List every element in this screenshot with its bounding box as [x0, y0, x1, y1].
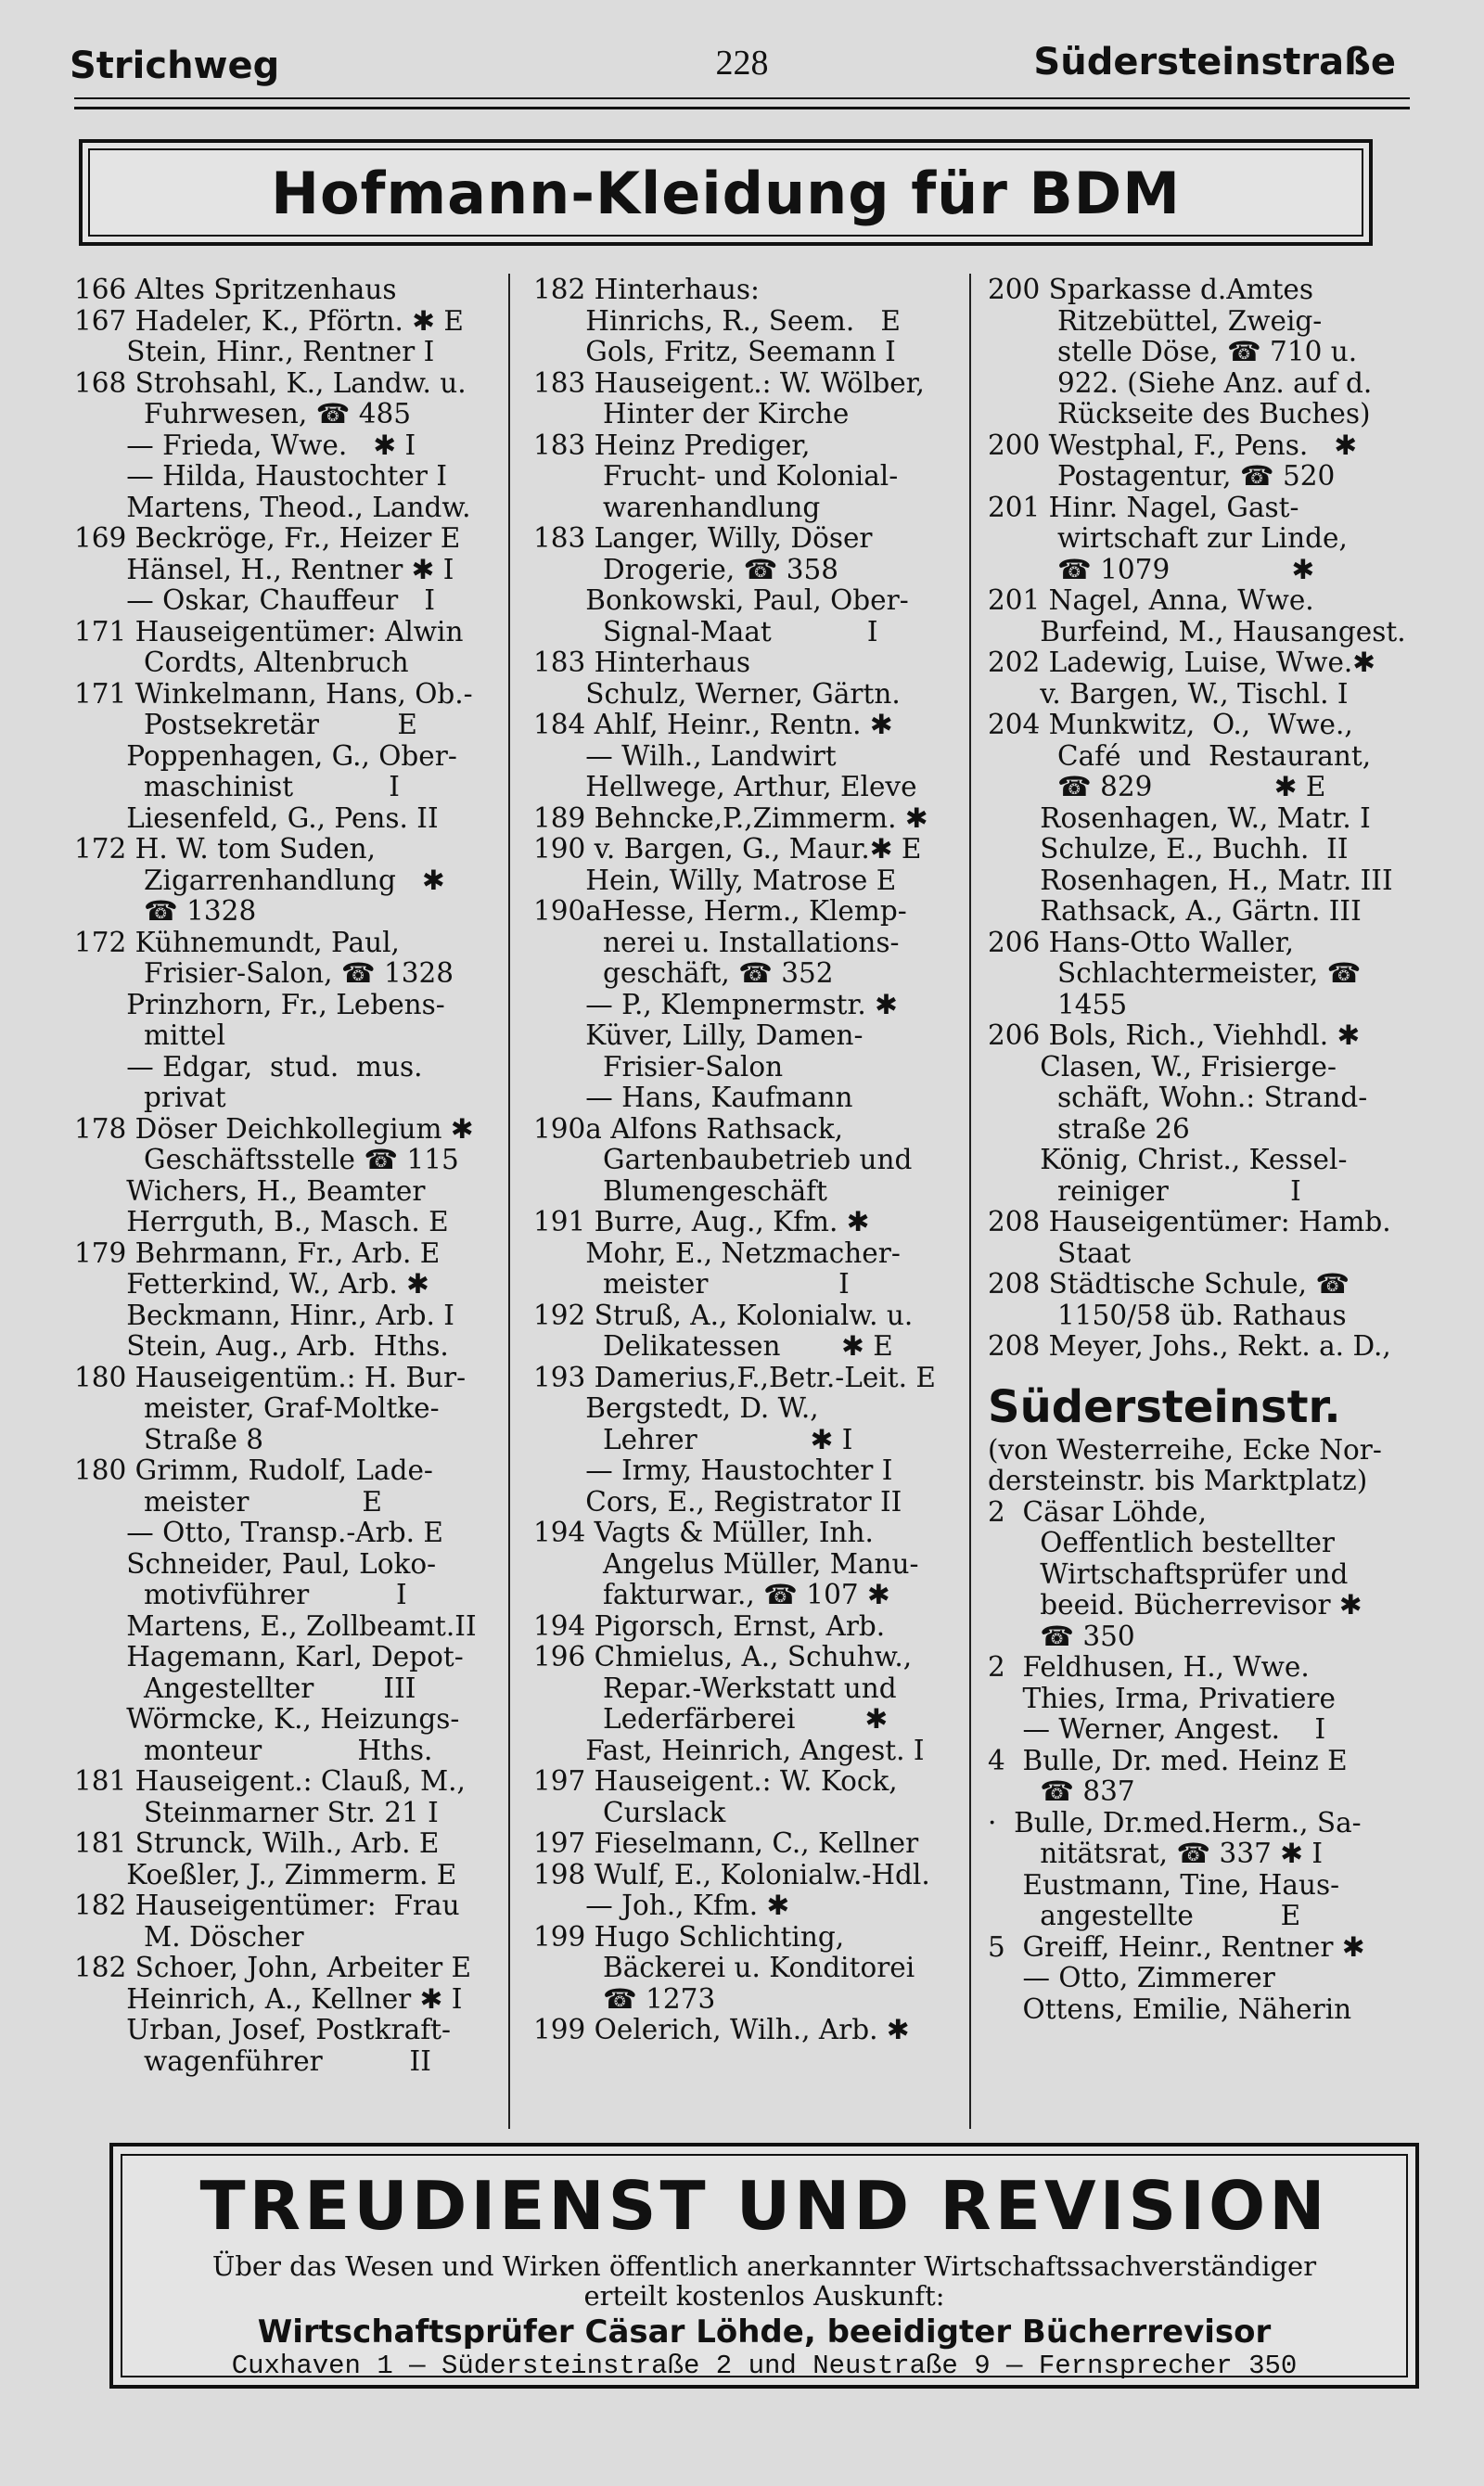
directory-line: 208 Städtische Schule, ☎ [988, 1269, 1350, 1300]
directory-line: Rathsack, A., Gärtn. III [988, 896, 1362, 927]
header-street-start: Strichweg [70, 45, 280, 87]
page-header [0, 26, 1484, 100]
directory-line: Stein, Hinr., Rentner I [74, 337, 435, 367]
ad-address-line: Cuxhaven 1 — Südersteinstraße 2 und Neustraße 9 — Fernsprecher 350 [231, 2351, 1298, 2381]
directory-line: Schulze, E., Buchh. II [988, 834, 1349, 865]
directory-line: Café und Restaurant, [988, 740, 1372, 772]
directory-line: 178 Döser Deichkollegium ✱ [74, 1113, 474, 1145]
directory-line: v. Bargen, W., Tischl. I [988, 678, 1349, 710]
directory-line: Frisier-Salon [533, 1051, 784, 1083]
directory-line: 172 Kühnemundt, Paul, [74, 927, 400, 958]
header-rule-double [74, 107, 1410, 109]
directory-line: Prinzhorn, Fr., Lebens- [74, 989, 445, 1020]
directory-line: 168 Strohsahl, K., Landw. u. [74, 367, 467, 399]
directory-line: Ottens, Emilie, Näherin [988, 1993, 1352, 2025]
directory-line: — Joh., Kfm. ✱ [533, 1890, 790, 1921]
directory-line: Bonkowski, Paul, Ober- [533, 585, 909, 616]
directory-line: 197 Hauseigent.: W. Kock, [533, 1766, 898, 1797]
directory-line: 196 Chmielus, A., Schuhw., [533, 1642, 913, 1672]
directory-line: M. Döscher [74, 1921, 304, 1953]
directory-line: Poppenhagen, G., Ober- [74, 740, 457, 772]
directory-line: 169 Beckröge, Fr., Heizer E [74, 523, 461, 554]
directory-line: Fast, Heinrich, Angest. I [533, 1735, 925, 1766]
directory-line: König, Christ., Kessel- [988, 1145, 1348, 1175]
directory-line: 201 Nagel, Anna, Wwe. [988, 585, 1314, 616]
ad-text-line: Wirtschaftsprüfer Cäsar Löhde, beeidigter Bücherrevisor [257, 2313, 1272, 2351]
directory-line: 167 Hadeler, K., Pförtn. ✱ E [74, 305, 464, 337]
directory-line: 194 Vagts & Müller, Inh. [533, 1518, 874, 1548]
directory-line: schäft, Wohn.: Strand- [988, 1083, 1368, 1113]
directory-line: 183 Langer, Willy, Döser [533, 523, 873, 554]
column-3-section-entries [988, 1497, 1428, 2026]
directory-line: 201 Hinr. Nagel, Gast- [988, 492, 1299, 523]
directory-line: 179 Behrmann, Fr., Arb. E [74, 1237, 441, 1269]
directory-line: 2 Feldhusen, H., Wwe. [988, 1652, 1310, 1683]
directory-line: mittel [74, 1020, 226, 1051]
ad-title: TREUDIENST UND REVISION [199, 2167, 1329, 2245]
directory-line: 194 Pigorsch, Ernst, Arb. [533, 1610, 886, 1642]
directory-line: 190a Alfons Rathsack, [533, 1113, 844, 1145]
directory-line: motivführer I [74, 1580, 407, 1610]
directory-line: meister, Graf-Moltke- [74, 1393, 440, 1424]
directory-line: 180 Grimm, Rudolf, Lade- [74, 1455, 433, 1486]
directory-line: 189 Behncke,P.,Zimmerm. ✱ [533, 802, 928, 834]
ad-text-line: Über das Wesen und Wirken öffentlich anerkannter Wirtschaftssachverständiger [211, 2250, 1317, 2282]
directory-line: 208 Meyer, Johs., Rekt. a. D., [988, 1331, 1391, 1362]
directory-line: Cors, E., Registrator II [533, 1486, 902, 1518]
directory-line: reiniger I [988, 1175, 1301, 1207]
directory-line: Cordts, Altenbruch [74, 647, 409, 678]
section-subheading: (von Westerreihe, Ecke Nor- [988, 1433, 1382, 1466]
directory-line: 183 Heinz Prediger, [533, 429, 811, 461]
directory-line: Eustmann, Tine, Haus- [988, 1869, 1340, 1901]
section-subheading: dersteinstr. bis Marktplatz) [988, 1465, 1368, 1496]
directory-line: 5 Greiff, Heinr., Rentner ✱ [988, 1931, 1365, 1963]
directory-line: 4 Bulle, Dr. med. Heinz E [988, 1745, 1348, 1776]
directory-line: ☎ 1328 [74, 896, 257, 927]
directory-line: Schlachtermeister, ☎ [988, 958, 1362, 989]
directory-line: 192 Struß, A., Kolonialw. u. [533, 1300, 914, 1331]
directory-line: 183 Hinterhaus [533, 647, 750, 678]
directory-line: — Oskar, Chauffeur I [74, 585, 436, 616]
directory-line: — P., Klempnermstr. ✱ [533, 989, 898, 1020]
directory-line: Frucht- und Kolonial- [533, 461, 899, 492]
ad-text-line: erteilt kostenlos Auskunft: [583, 2280, 945, 2312]
directory-line: Fuhrwesen, ☎ 485 [74, 399, 412, 429]
directory-line: 204 Munkwitz, O., Wwe., [988, 710, 1353, 740]
directory-line: Urban, Josef, Postkraft- [74, 2015, 451, 2045]
top-advertisement-banner [79, 139, 1373, 246]
column-divider [508, 274, 510, 2129]
directory-line: angestellte E [988, 1901, 1301, 1931]
directory-line: monteur Hths. [74, 1735, 433, 1766]
directory-line: Angelus Müller, Manu- [533, 1548, 919, 1580]
directory-line: — Werner, Angest. I [988, 1714, 1326, 1745]
directory-line: 171 Winkelmann, Hans, Ob.- [74, 678, 473, 710]
directory-line: 191 Burre, Aug., Kfm. ✱ [533, 1207, 870, 1237]
directory-line: ☎ 837 [988, 1776, 1135, 1807]
directory-line: — Irmy, Haustochter I [533, 1455, 893, 1486]
directory-line: 190aHesse, Herm., Klemp- [533, 896, 907, 927]
directory-line: Hagemann, Karl, Depot- [74, 1642, 464, 1672]
directory-line: Geschäftsstelle ☎ 115 [74, 1145, 459, 1175]
directory-line: Hein, Willy, Matrose E [533, 865, 897, 896]
directory-line: 193 Damerius,F.,Betr.-Leit. E [533, 1362, 936, 1393]
bottom-advertisement [109, 2143, 1419, 2389]
directory-line: privat [74, 1083, 226, 1113]
directory-line: ☎ 829 ✱ E [988, 772, 1326, 802]
directory-line: Drogerie, ☎ 358 [533, 554, 839, 585]
directory-line: Burfeind, M., Hausangest. [988, 616, 1406, 647]
directory-line: 182 Hinterhaus: [533, 275, 760, 305]
directory-line: 182 Schoer, John, Arbeiter E [74, 1953, 472, 1983]
directory-line: Heinrich, A., Kellner ✱ I [74, 1983, 463, 2015]
directory-line: Lederfärberei ✱ [533, 1704, 889, 1735]
directory-line: Martens, E., Zollbeamt.II [74, 1610, 477, 1642]
directory-line: — Frieda, Wwe. ✱ I [74, 429, 416, 461]
directory-line: 166 Altes Spritzenhaus [74, 275, 397, 305]
directory-line: Hellwege, Arthur, Eleve [533, 772, 917, 802]
directory-line: 1455 [988, 989, 1128, 1020]
directory-line: warenhandlung [533, 492, 821, 523]
directory-line: beeid. Bücherrevisor ✱ [988, 1590, 1362, 1621]
directory-line: wirtschaft zur Linde, [988, 523, 1348, 554]
directory-line: ☎ 1079 ✱ [988, 554, 1315, 585]
directory-line: 182 Hauseigentümer: Frau [74, 1890, 460, 1921]
directory-line: 184 Ahlf, Heinr., Rentn. ✱ [533, 710, 893, 740]
directory-line: Wichers, H., Beamter [74, 1175, 426, 1207]
directory-line: 183 Hauseigent.: W. Wölber, [533, 367, 925, 399]
directory-line: — Otto, Transp.-Arb. E [74, 1518, 443, 1548]
directory-line: — Hilda, Haustochter I [74, 461, 447, 492]
directory-line: 208 Hauseigentümer: Hamb. [988, 1207, 1391, 1237]
column-1 [74, 275, 496, 2077]
directory-line: Angestellter III [74, 1672, 416, 1704]
directory-line: maschinist I [74, 772, 400, 802]
directory-line: Thies, Irma, Privatiere [988, 1683, 1336, 1714]
directory-line: nitätsrat, ☎ 337 ✱ I [988, 1839, 1323, 1869]
directory-line: Staat [988, 1237, 1132, 1269]
directory-line: 172 H. W. tom Suden, [74, 834, 376, 865]
directory-line: meister E [74, 1486, 382, 1518]
directory-line: Blumengeschäft [533, 1175, 827, 1207]
directory-line: ☎ 1273 [533, 1983, 716, 2015]
directory-line: Hänsel, H., Rentner ✱ I [74, 554, 454, 585]
directory-line: Straße 8 [74, 1424, 264, 1455]
directory-line: 181 Hauseigent.: Clauß, M., [74, 1766, 466, 1797]
page-number: 228 [715, 44, 769, 83]
directory-line: Postsekretär E [74, 710, 417, 740]
directory-line: 199 Hugo Schlichting, [533, 1921, 845, 1953]
directory-line: — Edgar, stud. mus. [74, 1051, 423, 1083]
directory-line: · Bulle, Dr.med.Herm., Sa- [988, 1807, 1362, 1839]
directory-line: Fetterkind, W., Arb. ✱ [74, 1269, 429, 1300]
directory-line: 206 Hans-Otto Waller, [988, 927, 1295, 958]
header-street-end: Südersteinstraße [1033, 41, 1396, 83]
directory-line: Rückseite des Buches) [988, 399, 1371, 429]
directory-line: Gartenbaubetrieb und [533, 1145, 913, 1175]
column-2 [533, 275, 979, 2046]
directory-line: 190 v. Bargen, G., Maur.✱ E [533, 834, 922, 865]
directory-line: 180 Hauseigentüm.: H. Bur- [74, 1362, 467, 1393]
directory-line: Frisier-Salon, ☎ 1328 [74, 958, 454, 989]
directory-line: Bäckerei u. Konditorei [533, 1953, 915, 1983]
directory-line: 200 Westphal, F., Pens. ✱ [988, 429, 1358, 461]
directory-line: Rosenhagen, H., Matr. III [988, 865, 1393, 896]
directory-line: Koeßler, J., Zimmerm. E [74, 1859, 457, 1890]
directory-line: Lehrer ✱ I [533, 1424, 853, 1455]
directory-line: Martens, Theod., Landw. [74, 492, 471, 523]
directory-line: 922. (Siehe Anz. auf d. [988, 367, 1373, 399]
header-rule [74, 97, 1410, 99]
column-3 [988, 275, 1428, 2025]
directory-line: 2 Cäsar Löhde, [988, 1496, 1207, 1528]
directory-line: meister I [533, 1269, 850, 1300]
directory-line: Delikatessen ✱ E [533, 1331, 893, 1362]
directory-line: 1150/58 üb. Rathaus [988, 1300, 1347, 1331]
directory-line: Postagentur, ☎ 520 [988, 461, 1336, 492]
directory-line: Signal-Maat I [533, 616, 878, 647]
directory-line: Wörmcke, K., Heizungs- [74, 1704, 460, 1735]
directory-line: geschäft, ☎ 352 [533, 958, 834, 989]
directory-line: Ritzebüttel, Zweig- [988, 305, 1323, 337]
directory-line: 198 Wulf, E., Kolonialw.-Hdl. [533, 1859, 930, 1890]
directory-line: 199 Oelerich, Wilh., Arb. ✱ [533, 2015, 910, 2045]
directory-line: straße 26 [988, 1113, 1190, 1145]
directory-line: Curslack [533, 1797, 726, 1828]
directory-line: Hinrichs, R., Seem. E [533, 305, 901, 337]
directory-line: Stein, Aug., Arb. Hths. [74, 1331, 449, 1362]
directory-line: Repar.-Werkstatt und [533, 1672, 897, 1704]
directory-line: Schneider, Paul, Loko- [74, 1548, 437, 1580]
banner-text: Hofmann-Kleidung für BDM [271, 160, 1181, 227]
directory-line: — Hans, Kaufmann [533, 1083, 853, 1113]
directory-line: fakturwar., ☎ 107 ✱ [533, 1580, 890, 1610]
directory-line: — Wilh., Landwirt [533, 740, 837, 772]
directory-line: 197 Fieselmann, C., Kellner [533, 1828, 919, 1859]
directory-line: 171 Hauseigentümer: Alwin [74, 616, 464, 647]
directory-line: Küver, Lilly, Damen- [533, 1020, 864, 1051]
directory-line: ☎ 350 [988, 1621, 1135, 1652]
directory-line: Hinter der Kirche [533, 399, 850, 429]
directory-line: Clasen, W., Frisierge- [988, 1051, 1337, 1083]
directory-line: Liesenfeld, G., Pens. II [74, 802, 439, 834]
directory-line: Zigarrenhandlung ✱ [74, 865, 445, 896]
directory-line: 181 Strunck, Wilh., Arb. E [74, 1828, 440, 1859]
directory-line: stelle Döse, ☎ 710 u. [988, 337, 1358, 367]
section-heading: Südersteinstr. [988, 1380, 1341, 1433]
directory-line: — Otto, Zimmerer [988, 1963, 1275, 1993]
directory-line: Steinmarner Str. 21 I [74, 1797, 439, 1828]
directory-line: Mohr, E., Netzmacher- [533, 1237, 901, 1269]
directory-line: nerei u. Installations- [533, 927, 900, 958]
directory-line: Rosenhagen, W., Matr. I [988, 802, 1371, 834]
directory-line: Bergstedt, D. W., [533, 1393, 819, 1424]
directory-line: Oeffentlich bestellter [988, 1528, 1336, 1558]
directory-line: wagenführer II [74, 2045, 431, 2077]
directory-line: Wirtschaftsprüfer und [988, 1558, 1349, 1590]
directory-line: Gols, Fritz, Seemann I [533, 337, 896, 367]
directory-line: Beckmann, Hinr., Arb. I [74, 1300, 454, 1331]
directory-line: 200 Sparkasse d.Amtes [988, 275, 1314, 305]
column-3-entries [988, 275, 1428, 1363]
directory-line: Herrguth, B., Masch. E [74, 1207, 449, 1237]
directory-line: 202 Ladewig, Luise, Wwe.✱ [988, 647, 1376, 678]
directory-line: 206 Bols, Rich., Viehhdl. ✱ [988, 1020, 1361, 1051]
directory-line: Schulz, Werner, Gärtn. [533, 678, 901, 710]
